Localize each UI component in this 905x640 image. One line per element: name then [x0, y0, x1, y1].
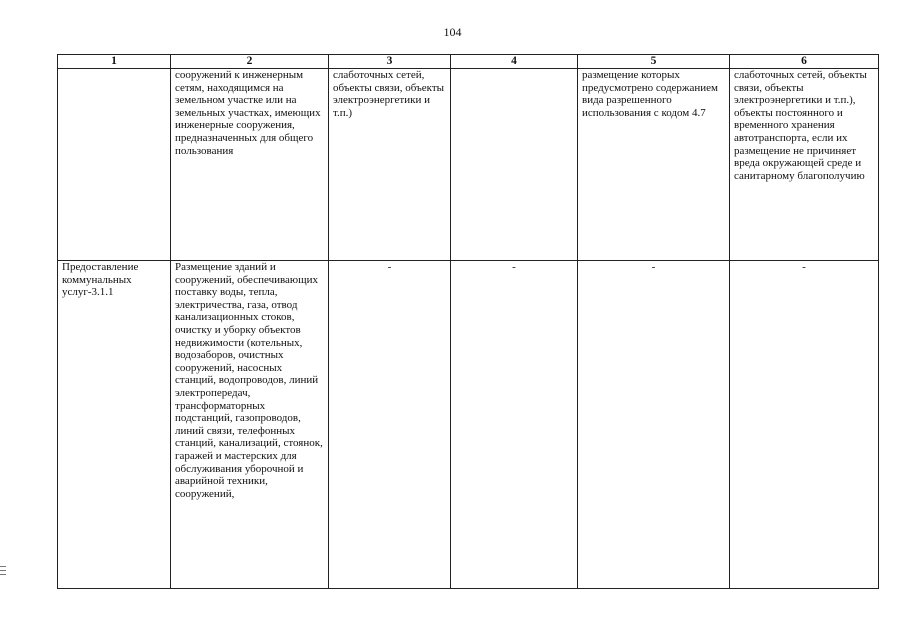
table-cell: размещение которых предусмотрено содержанием вида разрешенного использования с кодом 4.7 — [578, 69, 730, 261]
table-cell: Размещение зданий и сооружений, обеспечивающих поставку воды, тепла, электричества, газа, отвод канализационных стоков, очистку и уборку объектов недвижимости (котельных, водозаборов, очистных сооружений, насосных станций, водопроводов, линий электропередач, трансформаторных подстанций, газопроводов, линий связи, телефонных станций, канализаций, стоянок, гаражей и мастерских для обслуживания уборочной и аварийной техники, сооружений, — [171, 261, 329, 589]
column-header: 1 — [58, 55, 171, 69]
table-cell: сооружений к инженерным сетям, находящимся на земельном участке или на земельных участках, имеющих инженерные сооружения, предназначенных для общего пользования — [171, 69, 329, 261]
table-header-row — [58, 55, 879, 69]
table-cell: - — [329, 261, 451, 589]
land-use-table — [57, 54, 879, 589]
table-cell: - — [578, 261, 730, 589]
table-cell: Предоставление коммунальных услуг-3.1.1 — [58, 261, 171, 589]
column-header: 5 — [578, 55, 730, 69]
table-cell: - — [451, 261, 578, 589]
column-header: 4 — [451, 55, 578, 69]
table-cell: слаботочных сетей, объекты связи, объекты электроэнергетики и т.п.) — [329, 69, 451, 261]
page-number: 104 — [443, 25, 462, 39]
column-header: 6 — [730, 55, 879, 69]
table-row — [58, 69, 879, 261]
table-cell — [451, 69, 578, 261]
table-cell — [58, 69, 171, 261]
column-header: 3 — [329, 55, 451, 69]
scan-edge-marks — [0, 566, 6, 578]
table-row — [58, 261, 879, 589]
table-cell: - — [730, 261, 879, 589]
column-header: 2 — [171, 55, 329, 69]
table-cell: слаботочных сетей, объекты связи, объекты электроэнергетики и т.п.), объекты постоянного и временного хранения автотранспорта, если их размещение не причиняет вреда окружающей среде и санитарному благополучию — [730, 69, 879, 261]
